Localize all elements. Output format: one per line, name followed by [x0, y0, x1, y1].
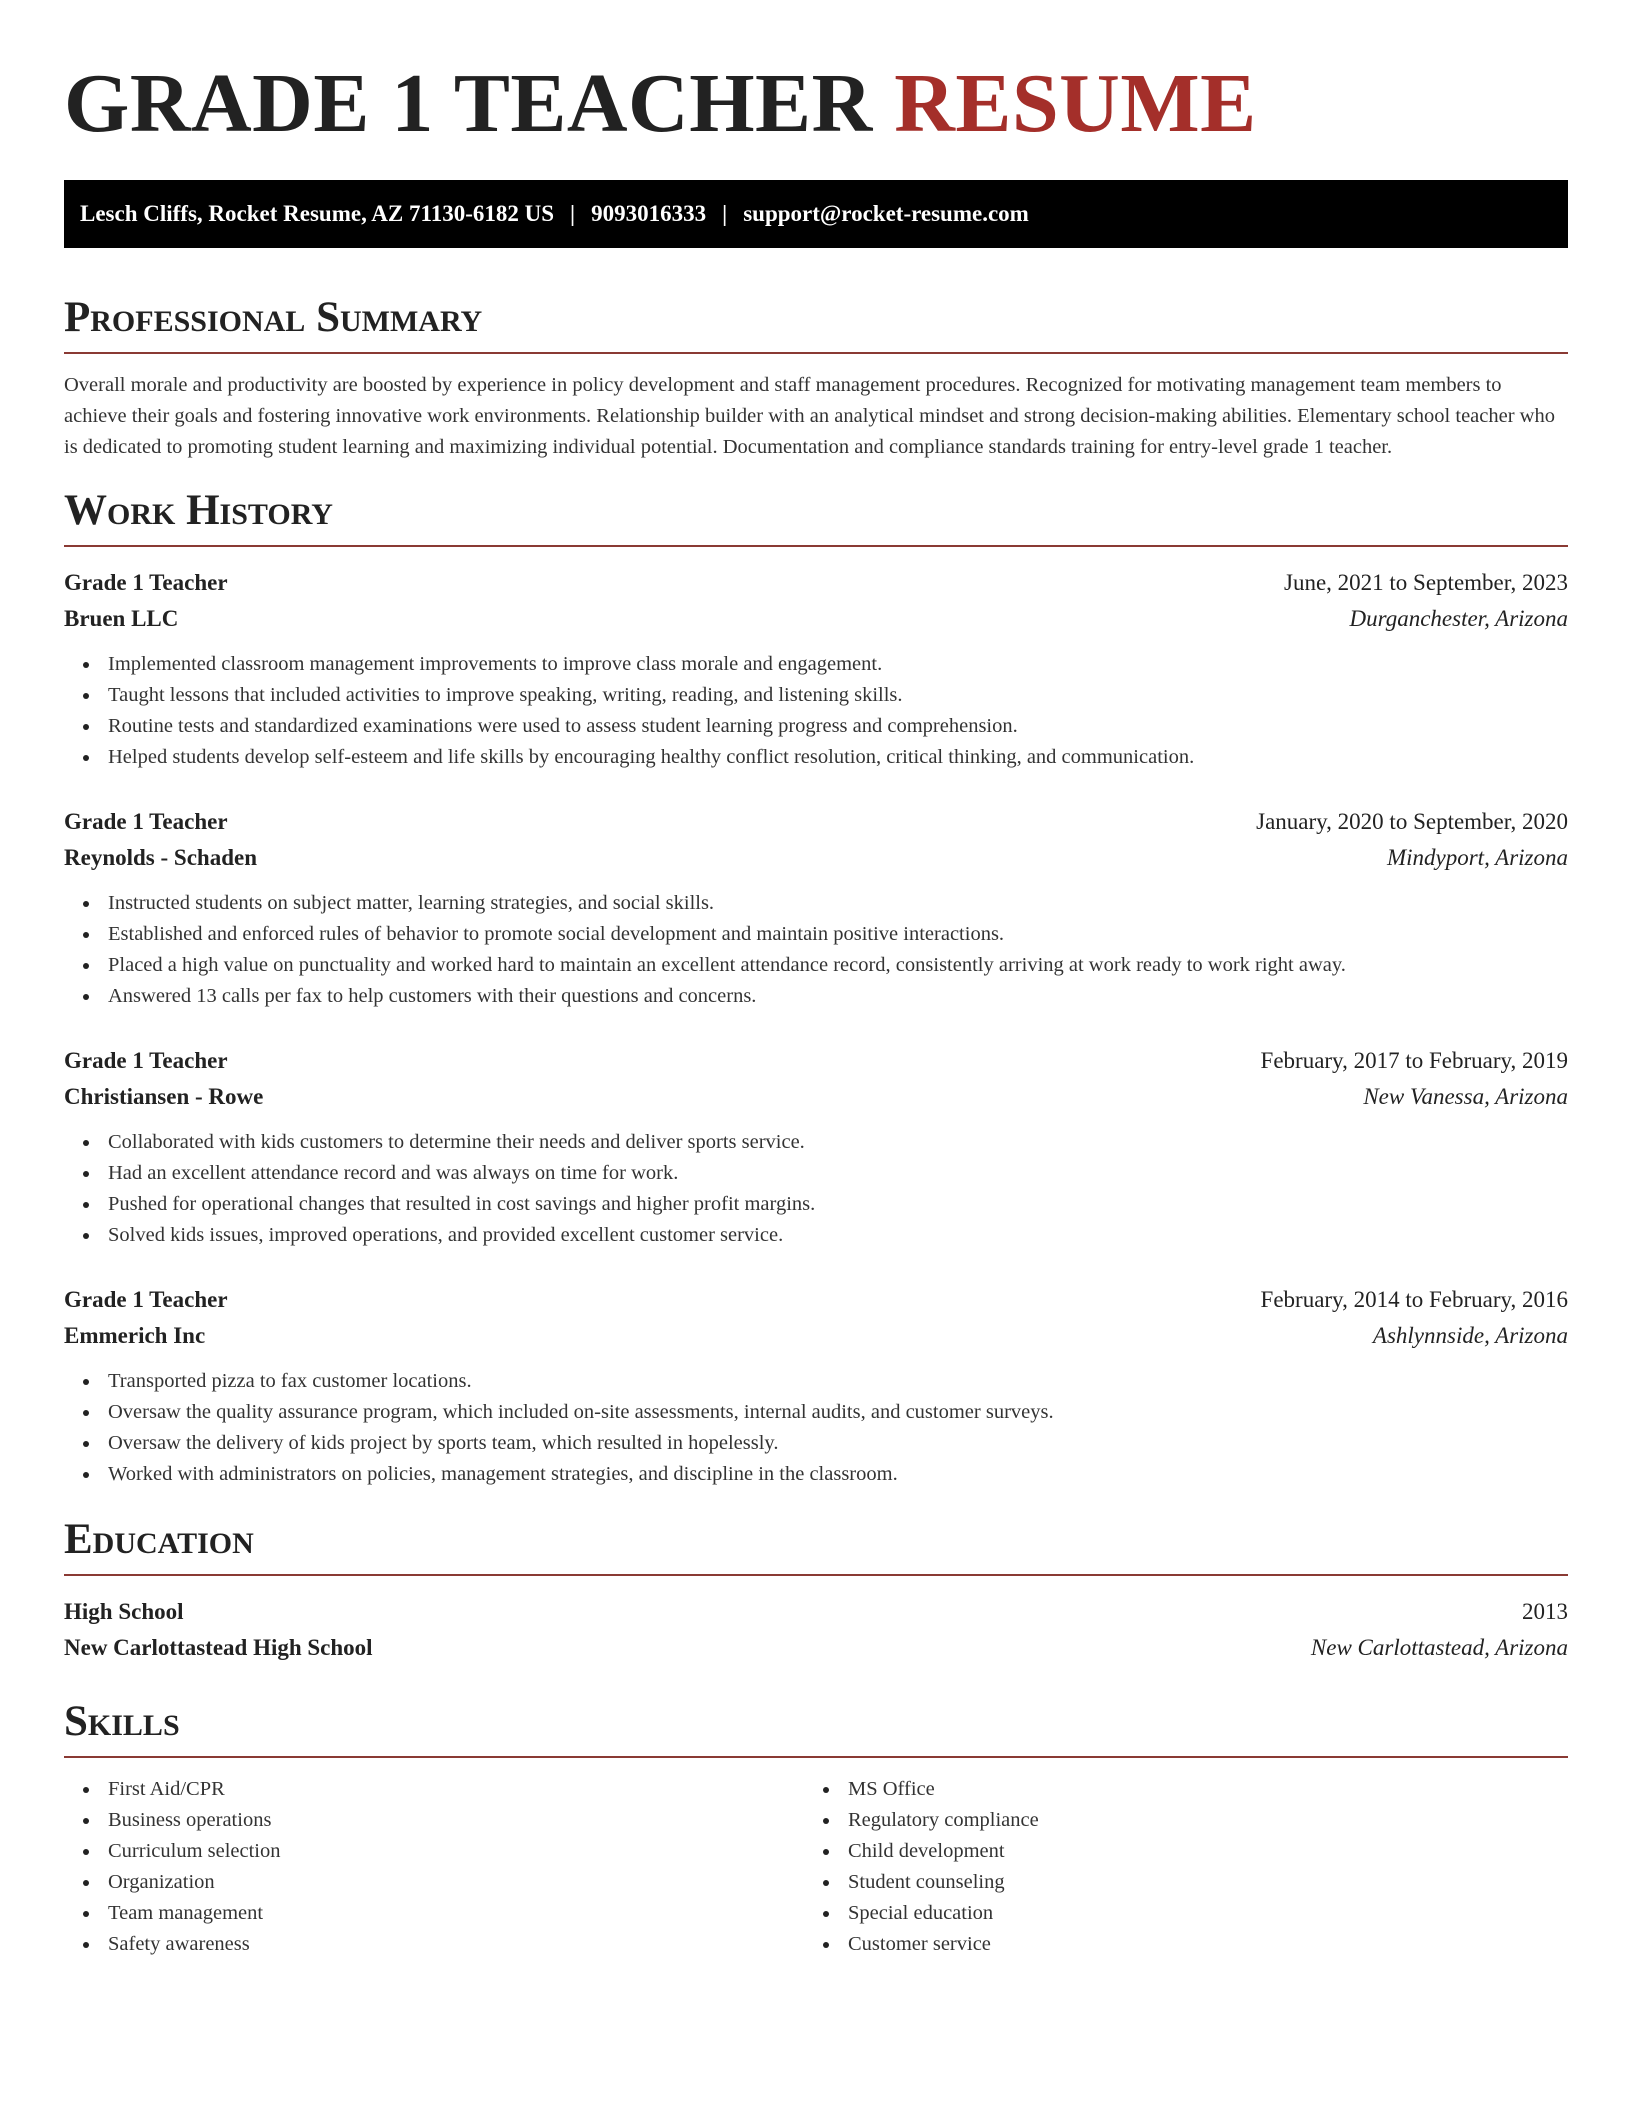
skills-list-right — [804, 1774, 1544, 1960]
job-entry — [64, 1282, 1568, 1490]
skills-section — [64, 1696, 1568, 1960]
section-heading: Professional Summary — [64, 294, 483, 341]
list-item: Placed a high value on punctuality and worked hard to maintain an excellent attendance record, consistently arriving at work ready to work right away. — [64, 950, 1568, 981]
resume-title — [64, 0, 1568, 152]
section-heading: Education — [64, 1516, 254, 1563]
job-location: Ashlynnside, Arizona — [1372, 1323, 1568, 1348]
education-degree: High School — [64, 1599, 184, 1624]
list-item: Instructed students on subject matter, learning strategies, and social skills. — [64, 888, 1568, 919]
list-item: Solved kids issues, improved operations, and provided excellent customer service. — [64, 1220, 1568, 1251]
job-location: Mindyport, Arizona — [1386, 845, 1568, 870]
list-item: Worked with administrators on policies, management strategies, and discipline in the classroom. — [64, 1459, 1568, 1490]
title-accent: RESUME — [894, 57, 1257, 150]
job-title: Grade 1 Teacher — [64, 1048, 228, 1073]
summary-text: Overall morale and productivity are boosted by experience in policy development and staff management procedures. Recognized for motivating management team members to achieve their goals and fostering innovative work environments. Relationship builder with an analytical mindset and strong decision-making abilities. Elementary school teacher who is dedicated to promoting student learning and maximizing individual potential. Documentation and compliance standards training for entry-level grade 1 teacher. — [64, 374, 1555, 458]
job-company: Reynolds - Schaden — [64, 845, 257, 870]
skill-item: Safety awareness — [64, 1929, 804, 1960]
education-location: New Carlottastead, Arizona — [1310, 1635, 1568, 1660]
section-divider — [64, 1574, 1568, 1576]
list-item: Pushed for operational changes that resulted in cost savings and higher profit margins. — [64, 1189, 1568, 1220]
skill-item: Child development — [804, 1836, 1544, 1867]
section-heading: Skills — [64, 1698, 180, 1745]
job-bullets — [64, 888, 1568, 1012]
skill-item: Student counseling — [804, 1867, 1544, 1898]
job-entry — [64, 1043, 1568, 1251]
job-dates: January, 2020 to September, 2020 — [1256, 809, 1568, 834]
list-item: Implemented classroom management improvements to improve class morale and engagement. — [64, 649, 1568, 680]
skill-item: Customer service — [804, 1929, 1544, 1960]
title-main: GRADE 1 TEACHER — [64, 57, 873, 150]
resume-page — [64, 0, 1568, 1960]
skill-item: Team management — [64, 1898, 804, 1929]
list-item: Transported pizza to fax customer locations. — [64, 1366, 1568, 1397]
skill-item: Special education — [804, 1898, 1544, 1929]
list-item: Collaborated with kids customers to determine their needs and deliver sports service. — [64, 1127, 1568, 1158]
skill-item: Business operations — [64, 1805, 804, 1836]
education-entry — [64, 1594, 1568, 1666]
education-school: New Carlottastead High School — [64, 1635, 373, 1660]
skill-item: Organization — [64, 1867, 804, 1898]
contact-bar — [64, 180, 1568, 248]
list-item: Oversaw the quality assurance program, which included on-site assessments, internal audits, and customer surveys. — [64, 1397, 1568, 1428]
section-divider — [64, 1756, 1568, 1758]
education-section — [64, 1514, 1568, 1666]
job-title: Grade 1 Teacher — [64, 1287, 228, 1312]
section-heading: Work History — [64, 487, 333, 534]
list-item: Answered 13 calls per fax to help customers with their questions and concerns. — [64, 981, 1568, 1012]
contact-email: support@rocket-resume.com — [743, 201, 1029, 226]
list-item: Oversaw the delivery of kids project by sports team, which resulted in hopelessly. — [64, 1428, 1568, 1459]
list-item: Had an excellent attendance record and was always on time for work. — [64, 1158, 1568, 1189]
skill-item: MS Office — [804, 1774, 1544, 1805]
list-item: Established and enforced rules of behavior to promote social development and maintain positive interactions. — [64, 919, 1568, 950]
skill-item: Regulatory compliance — [804, 1805, 1544, 1836]
contact-phone: 9093016333 — [591, 201, 707, 226]
skills-grid — [64, 1774, 1568, 1960]
job-company: Christiansen - Rowe — [64, 1084, 264, 1109]
list-item: Taught lessons that included activities to improve speaking, writing, reading, and listening skills. — [64, 680, 1568, 711]
job-dates: February, 2014 to February, 2016 — [1260, 1287, 1568, 1312]
job-location: Durganchester, Arizona — [1349, 606, 1568, 631]
job-company: Emmerich Inc — [64, 1323, 206, 1348]
section-divider — [64, 352, 1568, 354]
job-dates: June, 2021 to September, 2023 — [1284, 570, 1568, 595]
contact-address: Lesch Cliffs, Rocket Resume, AZ 71130-6182 US — [80, 201, 555, 226]
job-dates: February, 2017 to February, 2019 — [1260, 1048, 1568, 1073]
contact-separator: | — [570, 201, 576, 226]
skills-list-left — [64, 1774, 804, 1960]
job-entry — [64, 804, 1568, 1012]
list-item: Routine tests and standardized examinations were used to assess student learning progress and comprehension. — [64, 711, 1568, 742]
job-title: Grade 1 Teacher — [64, 570, 228, 595]
contact-separator: | — [722, 201, 728, 226]
job-title: Grade 1 Teacher — [64, 809, 228, 834]
skill-item: First Aid/CPR — [64, 1774, 804, 1805]
section-divider — [64, 545, 1568, 547]
list-item: Helped students develop self-esteem and life skills by encouraging healthy conflict resolution, critical thinking, and communication. — [64, 742, 1568, 773]
job-bullets — [64, 1366, 1568, 1490]
skill-item: Curriculum selection — [64, 1836, 804, 1867]
job-location: New Vanessa, Arizona — [1363, 1084, 1568, 1109]
job-company: Bruen LLC — [64, 606, 179, 631]
education-year: 2013 — [1522, 1599, 1568, 1624]
job-bullets — [64, 1127, 1568, 1251]
work-history-section — [64, 485, 1568, 1490]
professional-summary-section — [64, 292, 1568, 463]
job-entry — [64, 565, 1568, 773]
job-bullets — [64, 649, 1568, 773]
